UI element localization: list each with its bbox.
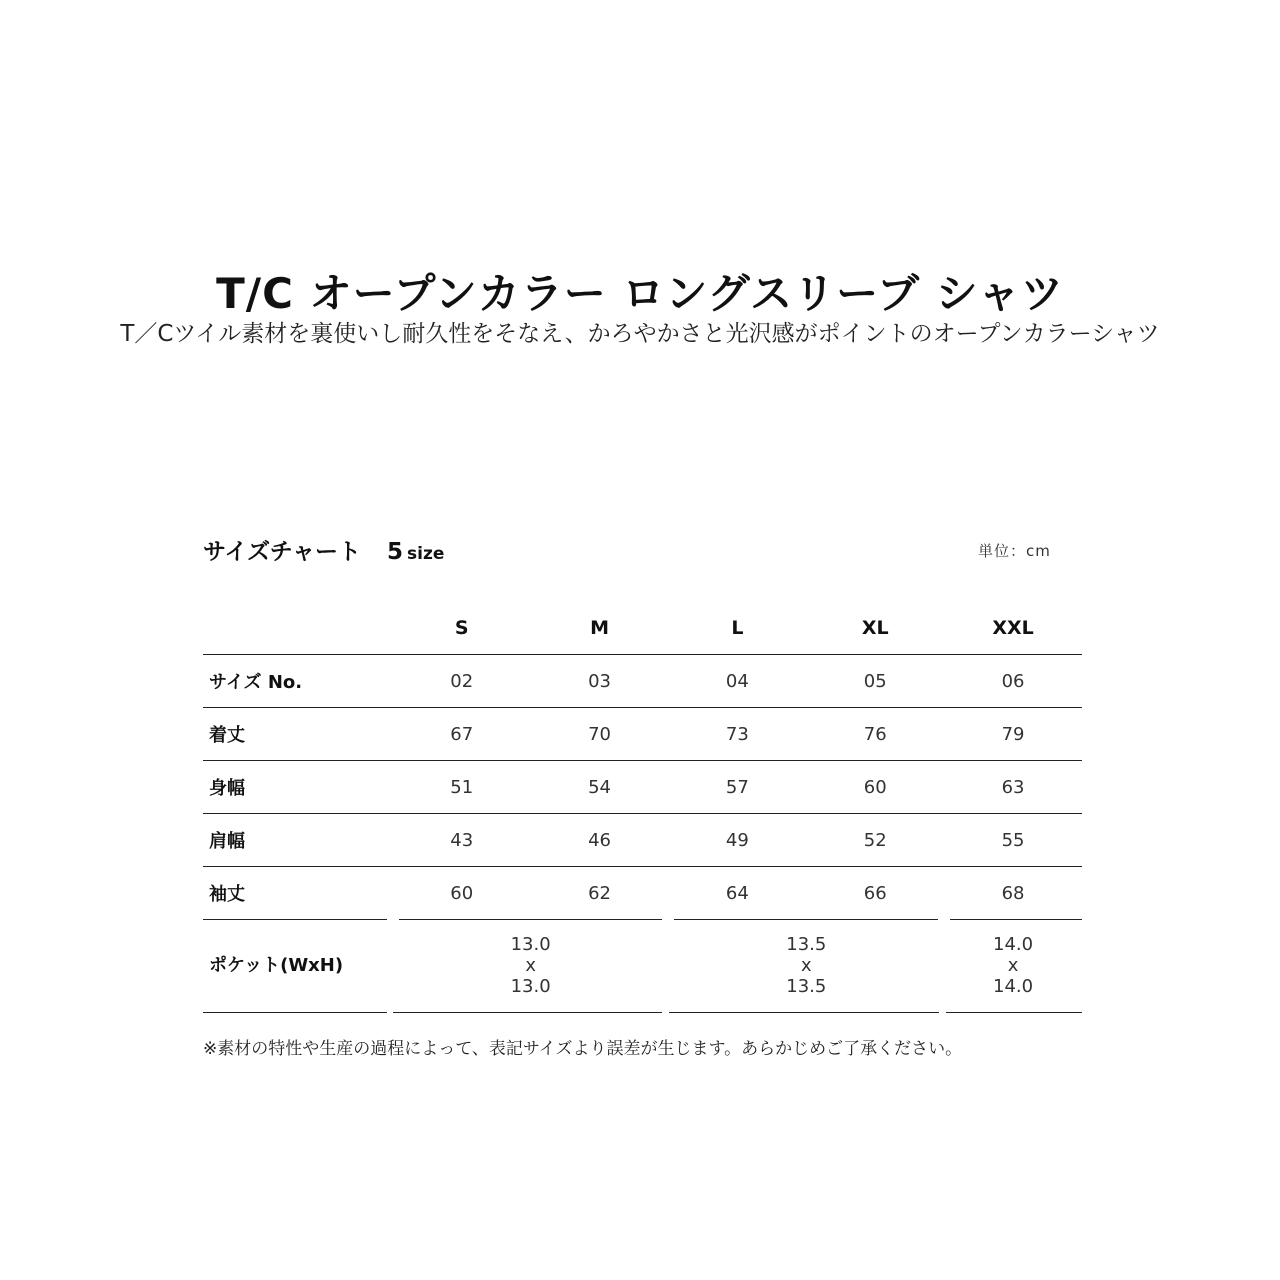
size-chart-heading (203, 536, 444, 570)
pocket-cell-l-xl (668, 919, 944, 1012)
table-bottom-rule (203, 1012, 387, 1013)
cell-value: 76 (806, 707, 944, 760)
header-corner (203, 601, 393, 654)
size-header-row (203, 601, 1082, 654)
cell-value: 73 (668, 707, 806, 760)
table-bottom-rule (393, 1012, 662, 1013)
pocket-width: 13.0 (510, 934, 551, 955)
footnote: ※素材の特性や生産の過程によって、表記サイズより誤差が生じます。あらかじめご了承ください。 (203, 1039, 963, 1059)
size-header-l: L (731, 616, 744, 639)
cell-value: 62 (531, 866, 669, 919)
pocket-height: 13.0 (510, 976, 551, 997)
pocket-height: 14.0 (993, 976, 1034, 997)
cell-value: 66 (806, 866, 944, 919)
cell-value: 02 (393, 654, 531, 707)
table-row-shoulder-width (203, 813, 1082, 866)
product-title: T/C オープンカラー ロングスリーブ シャツ (216, 269, 1064, 319)
cell-value: 51 (393, 760, 531, 813)
table-row-length (203, 707, 1082, 760)
pocket-times: x (1007, 955, 1019, 976)
row-label: 肩幅 (203, 813, 393, 866)
row-label: 袖丈 (203, 866, 393, 919)
size-chart-table (203, 601, 1082, 1012)
size-word: size (407, 544, 445, 564)
table-row-pocket (203, 919, 1082, 1012)
product-description: T／Cツイル素材を裏使いし耐久性をそなえ、かろやかさと光沢感がポイントのオープンカラーシャツ (120, 321, 1160, 347)
row-label: サイズ No. (203, 654, 393, 707)
cell-value: 57 (668, 760, 806, 813)
row-label: 身幅 (203, 760, 393, 813)
cell-value: 52 (806, 813, 944, 866)
cell-value: 70 (531, 707, 669, 760)
unit-note: 単位：cm (978, 542, 1051, 560)
cell-value: 60 (393, 866, 531, 919)
cell-value: 03 (531, 654, 669, 707)
cell-value: 55 (944, 813, 1082, 866)
pocket-cell-xxl (944, 919, 1082, 1012)
table-bottom-rule (669, 1012, 939, 1013)
size-header-xxl: XXL (992, 616, 1034, 639)
size-header-s: S (454, 616, 469, 639)
pocket-cell-s-m (393, 919, 669, 1012)
cell-value: 06 (944, 654, 1082, 707)
row-label: 着丈 (203, 707, 393, 760)
cell-value: 63 (944, 760, 1082, 813)
size-chart-title: サイズチャート (203, 539, 362, 565)
table-bottom-rule (946, 1012, 1082, 1013)
cell-value: 46 (531, 813, 669, 866)
pocket-times: x (525, 955, 536, 976)
cell-value: 67 (393, 707, 531, 760)
table-row-sleeve-length (203, 866, 1082, 919)
cell-value: 49 (668, 813, 806, 866)
table-row-size-no (203, 654, 1082, 707)
pocket-width: 14.0 (993, 934, 1034, 955)
cell-value: 54 (531, 760, 669, 813)
pocket-times: x (800, 955, 812, 976)
size-count: 5 (387, 539, 404, 565)
table-row-body-width (203, 760, 1082, 813)
cell-value: 60 (806, 760, 944, 813)
cell-value: 43 (393, 813, 531, 866)
cell-value: 64 (668, 866, 806, 919)
pocket-width: 13.5 (786, 934, 827, 955)
cell-value: 05 (806, 654, 944, 707)
size-header-m: M (590, 616, 610, 639)
row-label: ポケット(WxH) (203, 919, 393, 1012)
pocket-height: 13.5 (786, 976, 827, 997)
cell-value: 04 (668, 654, 806, 707)
cell-value: 68 (944, 866, 1082, 919)
cell-value: 79 (944, 707, 1082, 760)
size-header-xl: XL (861, 616, 889, 639)
